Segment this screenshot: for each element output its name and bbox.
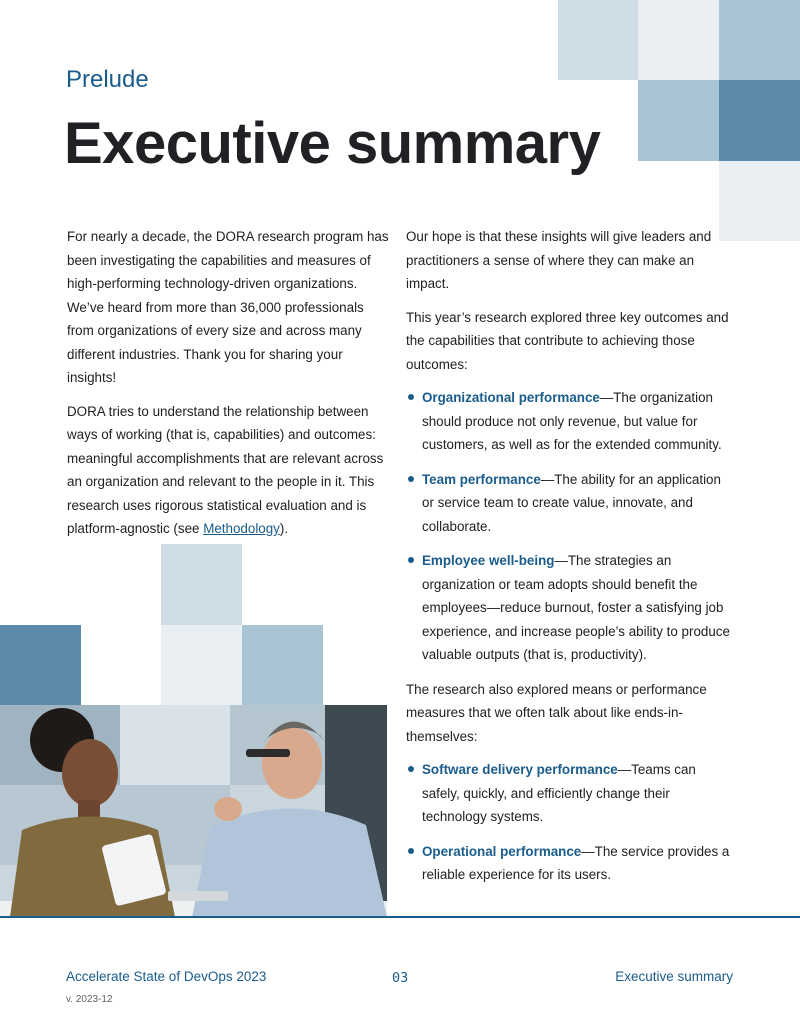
left-column	[67, 225, 392, 551]
outcomes-list	[406, 386, 736, 667]
deco-tile	[638, 80, 719, 161]
version-label: v. 2023-12	[66, 994, 113, 1005]
measures-intro-paragraph: The research also explored means or performance measures that we often talk about like ends-in-themselves:	[406, 681, 707, 744]
outcome-text: —The ability for an application or service team to create value, innovate, and collaborate.	[422, 471, 721, 534]
outcome-term: Team performance	[422, 471, 541, 487]
measure-text: —The service provides a reliable experience for its users.	[422, 843, 730, 882]
dora-paragraph	[67, 400, 392, 541]
page-title: Executive summary	[64, 111, 601, 176]
list-item	[406, 549, 736, 667]
dora-paragraph-end: ).	[279, 521, 289, 536]
list-item	[406, 468, 736, 539]
deco-tile	[638, 0, 719, 80]
list-item	[406, 386, 736, 457]
report-title: Accelerate State of DevOps 2023	[66, 969, 267, 984]
footer-divider	[0, 916, 800, 918]
hope-paragraph: Our hope is that these insights will give leaders and practitioners a sense of where they can make an impact.	[406, 229, 712, 291]
list-item	[406, 758, 736, 829]
deco-tile	[242, 625, 323, 705]
outcome-text: —The organization should produce not only revenue, but value for customers, as well as for the extended community.	[422, 390, 722, 452]
deco-tile	[161, 625, 242, 705]
measure-term: Software delivery performance	[422, 762, 618, 777]
deco-tile	[719, 0, 800, 80]
page-number: 03	[392, 970, 409, 986]
footer-section-title: Executive summary	[615, 969, 733, 984]
outcome-term: Organizational performance	[422, 390, 600, 405]
right-column	[406, 225, 736, 898]
dora-paragraph-text: DORA tries to understand the relationship between ways of working (that is, capabilities) and outcomes: meaningful accomplishments that are relevant across an organization and relevant to the people in it. This research uses rigorous statistical evaluation and is platform-agnostic (see	[67, 403, 384, 536]
outcome-text: —The strategies an organization or team adopts should benefit the employees—reduce burnout, foster a satisfying job experience, and increase people’s ability to produce valuable outputs (that is, productivity).	[422, 553, 730, 662]
measure-term: Operational performance	[422, 843, 582, 859]
list-item	[406, 840, 736, 887]
deco-tile	[0, 625, 81, 705]
measure-text: —Teams can safely, quickly, and efficiently change their technology systems.	[422, 762, 696, 824]
measures-list	[406, 758, 736, 887]
intro-paragraph: For nearly a decade, the DORA research program has been investigating the capabilities and measures of high-performing technology-driven organizations. We’ve heard from more than 36,000 professionals from organizations of every size and across many different industries. Thank you for sharing your insights!	[67, 229, 389, 385]
deco-tile	[719, 80, 800, 161]
methodology-link[interactable]: Methodology	[203, 521, 280, 536]
deco-tile	[558, 0, 638, 80]
photo-two-colleagues-talking-icon	[0, 705, 387, 917]
outcome-term: Employee well-being	[422, 553, 555, 568]
section-kicker: Prelude	[66, 66, 149, 93]
deco-tile	[161, 544, 242, 625]
outcomes-intro-paragraph: This year’s research explored three key outcomes and the capabilities that contribute to achieving those outcomes:	[406, 309, 729, 372]
